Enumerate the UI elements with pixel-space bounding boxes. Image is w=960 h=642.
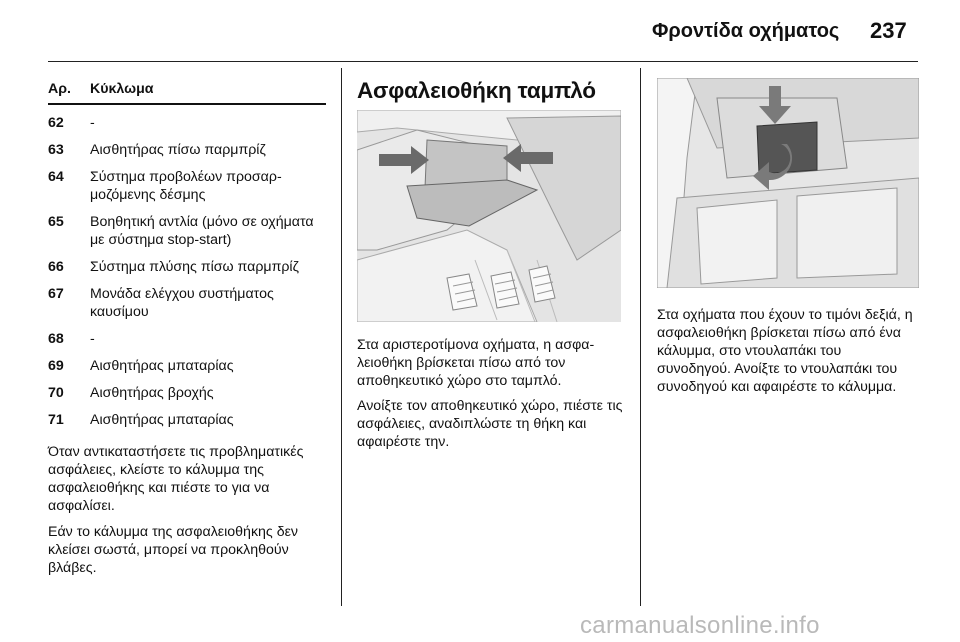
column-divider xyxy=(640,68,641,606)
table-row xyxy=(48,114,326,132)
cover-warning: Εάν το κάλυμμα της ασφαλειοθήκης δεν κλείσει σωστά, μπορεί να προκληθούν βλάβες. xyxy=(48,524,299,576)
fuse-circuit: - xyxy=(90,115,95,131)
fuse-circuit: Αισθητήρας βροχής xyxy=(90,385,214,401)
column-divider xyxy=(341,68,342,606)
col-circuit-header: Κύκλωμα xyxy=(90,81,154,97)
replace-fuse-instruction: Όταν αντικαταστήσετε τις προβληματικές ασφάλειες, κλείστε το κάλυμμα της ασφαλειοθήκης και πιέστε το για να ασφαλίσει. xyxy=(48,444,304,514)
fuse-number: 64 xyxy=(48,169,64,185)
table-row xyxy=(48,285,326,321)
table-row xyxy=(48,141,326,159)
table-row xyxy=(48,384,326,402)
fuse-circuit: Αισθητήρας πίσω παρμπρίζ xyxy=(90,142,266,158)
right-column xyxy=(657,78,919,396)
fuse-number: 71 xyxy=(48,412,64,428)
left-column xyxy=(48,80,326,577)
fuse-circuit: Αισθητήρας μπαταρίας xyxy=(90,412,234,428)
section-heading: Ασφαλειοθήκη ταμπλό xyxy=(357,78,596,103)
fuse-number: 69 xyxy=(48,358,64,374)
fuse-circuit: Βοηθητική αντλία (μόνο σε οχήματα με σύστημα stop-start) xyxy=(90,214,314,248)
middle-column xyxy=(357,78,625,451)
table-row xyxy=(48,258,326,276)
fuse-number: 62 xyxy=(48,115,64,131)
fuse-number: 63 xyxy=(48,142,64,158)
table-row xyxy=(48,168,326,204)
page-number: 237 xyxy=(870,18,907,43)
table-row xyxy=(48,411,326,429)
removal-instruction: Ανοίξτε τον αποθηκευτικό χώρο, πιέστε τις ασφάλειες, αναδιπλώστε τη θήκη και αφαιρέστε την. xyxy=(357,398,623,450)
dashboard-fuse-box-illustration xyxy=(357,110,621,322)
fuse-circuit: Μονάδα ελέγχου συστήματος καυσίμου xyxy=(90,286,274,320)
col-number-header: Αρ. xyxy=(48,81,71,97)
rhd-location-text: Στα οχήματα που έχουν το τιμόνι δεξιά, η ασφαλειοθήκη βρίσκεται πίσω από ένα κάλυμμα, στο ντουλαπάκι του συνοδηγού. Ανοίξτε το ντουλαπάκι του συνοδηγού και αφαιρέστε το κάλυμμα. xyxy=(657,307,913,395)
page-header-title: Φροντίδα οχήματος xyxy=(652,20,840,42)
fuse-number: 66 xyxy=(48,259,64,275)
header-rule xyxy=(48,61,918,62)
table-row xyxy=(48,357,326,375)
fuse-circuit: Σύστημα πλύσης πίσω παρμπρίζ xyxy=(90,259,299,275)
fuse-circuit: Αισθητήρας μπαταρίας xyxy=(90,358,234,374)
fuse-number: 70 xyxy=(48,385,64,401)
fuse-circuit: Σύστημα προβολέων προσαρμοζόμενης δέσμης xyxy=(90,169,282,203)
lhd-illustration-svg xyxy=(357,110,621,322)
lhd-location-text: Στα αριστεροτίμονα οχήματα, η ασφαλειοθήκη βρίσκεται πίσω από τον αποθηκευτικό χώρο στο ταμπλό. xyxy=(357,337,595,389)
watermark: carmanualsonline.info xyxy=(580,612,820,639)
fuse-table xyxy=(48,114,326,429)
fuse-number: 65 xyxy=(48,214,64,230)
glovebox-fuse-cover-illustration xyxy=(657,78,919,288)
fuse-table-header xyxy=(48,80,326,105)
fuse-number: 67 xyxy=(48,286,64,302)
table-row xyxy=(48,213,326,249)
table-row xyxy=(48,330,326,348)
fuse-circuit: - xyxy=(90,331,95,347)
fuse-number: 68 xyxy=(48,331,64,347)
rhd-illustration-svg xyxy=(657,78,919,288)
